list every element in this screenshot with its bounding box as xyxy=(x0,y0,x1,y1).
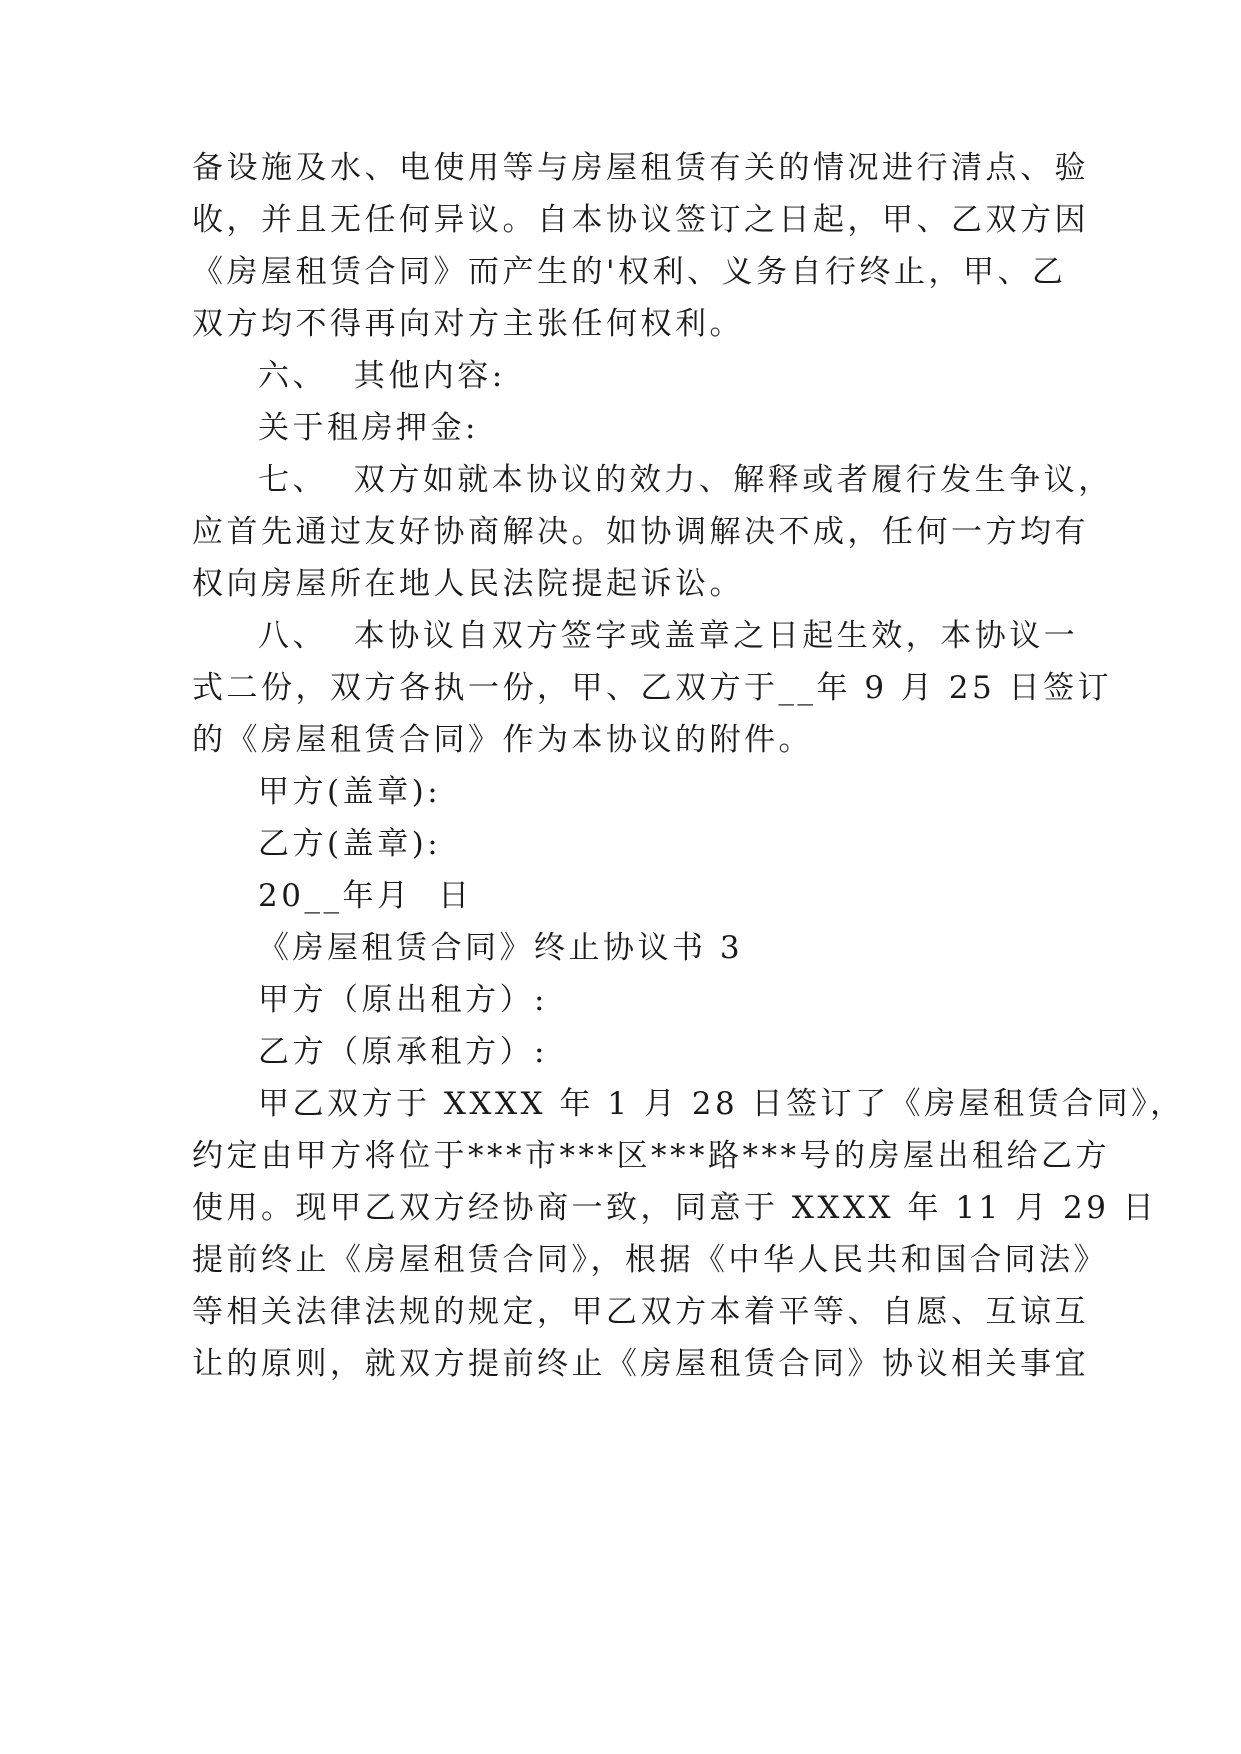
section-heading-eight: 八、 本协议自双方签字或盖章之日起生效，本协议一 xyxy=(258,618,1079,654)
section-heading-six: 六、 其他内容: xyxy=(258,358,506,394)
text-line: 甲乙双方于 XXXX 年 1 月 28 日签订了《房屋租赁合同》， xyxy=(258,1086,1185,1122)
text-line: 的《房屋租赁合同》作为本协议的附件。 xyxy=(192,722,813,758)
text-line: 备设施及水、电使用等与房屋租赁有关的情况进行清点、验 xyxy=(192,150,1089,186)
text-line: 《房屋租赁合同》而产生的'权利、义务自行终止，甲、乙 xyxy=(192,254,1067,290)
text-line: 约定由甲方将位于***市***区***路***号的房屋出租给乙方 xyxy=(192,1138,1110,1174)
document-title: 《房屋租赁合同》终止协议书 3 xyxy=(258,930,744,966)
text-line: 收，并且无任何异议。自本协议签订之日起，甲、乙双方因 xyxy=(192,202,1089,238)
text-line: 式二份，双方各执一份，甲、乙双方于__年 9 月 25 日签订 xyxy=(192,670,1113,706)
text-line: 关于租房押金: xyxy=(258,410,479,446)
text-line: 权向房屋所在地人民法院提起诉讼。 xyxy=(192,566,744,602)
party-a-signature: 甲方(盖章): xyxy=(258,774,442,810)
text-line: 应首先通过友好协商解决。如协调解决不成，任何一方均有 xyxy=(192,514,1089,550)
party-b-signature: 乙方(盖章): xyxy=(258,826,442,862)
text-line: 使用。现甲乙双方经协商一致，同意于 XXXX 年 11 月 29 日 xyxy=(192,1190,1158,1226)
party-b-line: 乙方（原承租方）: xyxy=(258,1034,548,1070)
party-a-line: 甲方（原出租方）: xyxy=(258,982,548,1018)
date-line: 20__年月 日 xyxy=(258,878,473,914)
text-line: 提前终止《房屋租赁合同》，根据《中华人民共和国合同法》 xyxy=(192,1242,1108,1278)
text-line: 让的原则，就双方提前终止《房屋租赁合同》协议相关事宜 xyxy=(192,1346,1089,1382)
text-line: 等相关法律法规的规定，甲乙双方本着平等、自愿、互谅互 xyxy=(192,1294,1089,1330)
text-line: 双方均不得再向对方主张任何权利。 xyxy=(192,306,744,342)
section-heading-seven: 七、 双方如就本协议的效力、解释或者履行发生争议， xyxy=(258,462,1113,498)
